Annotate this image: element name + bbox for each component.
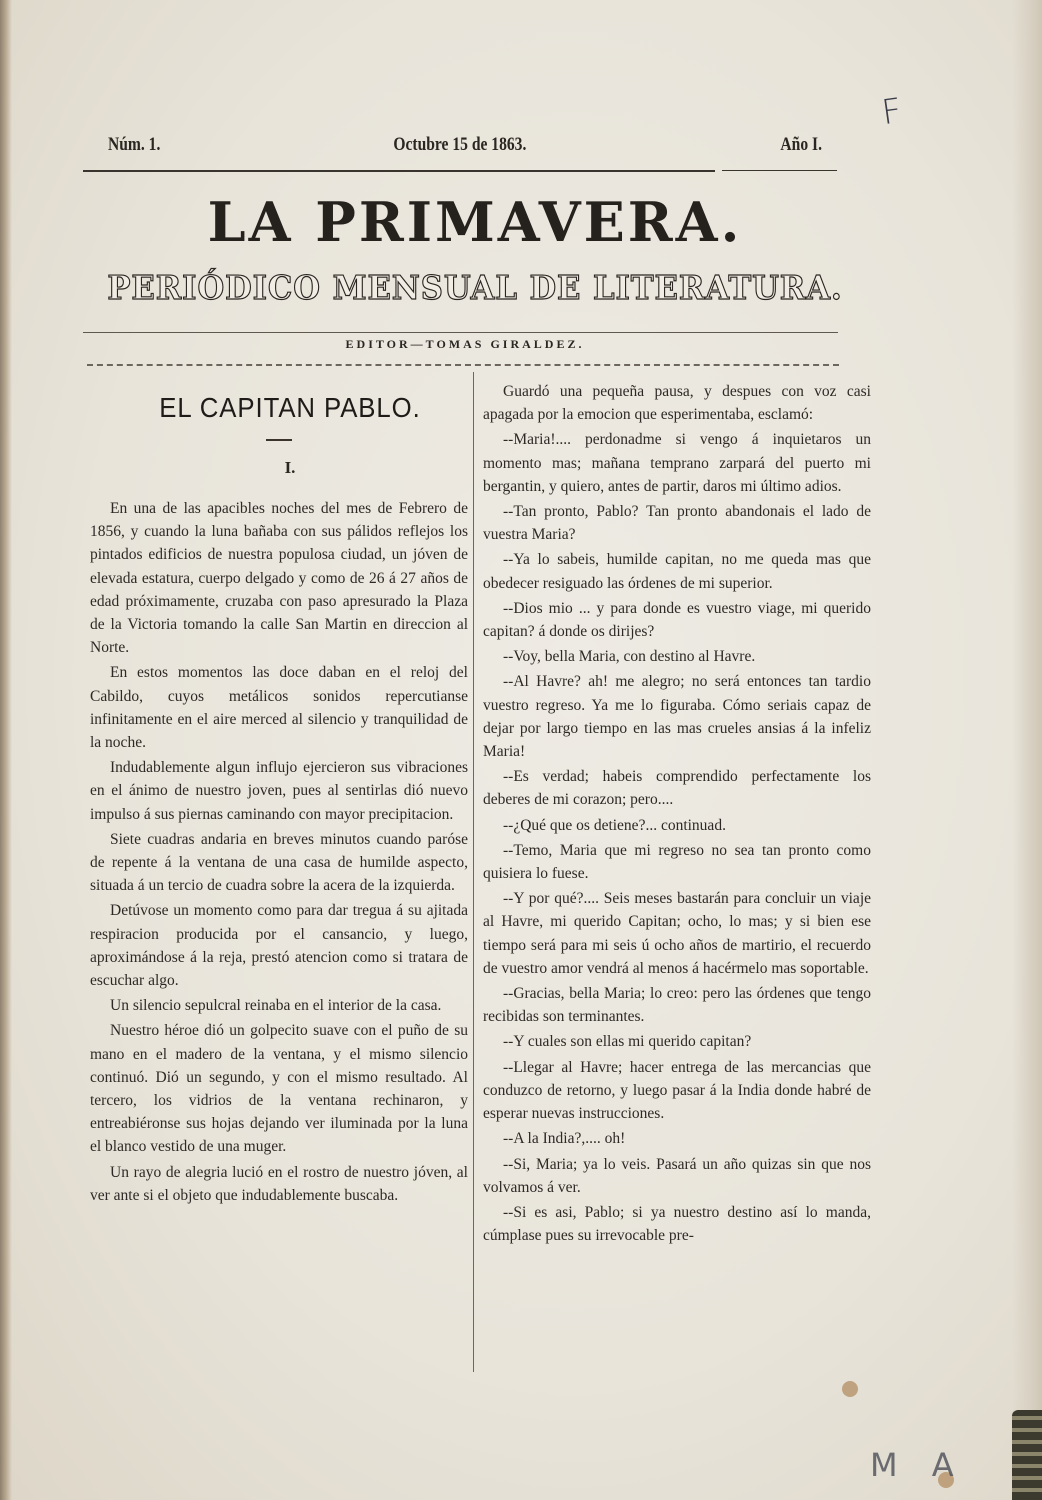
paper-stain xyxy=(842,1381,858,1397)
newspaper-title: LA PRIMAVERA. xyxy=(207,190,743,254)
handwritten-bottom-marks: M A xyxy=(870,1446,966,1484)
dialogue-line: --Y por qué?.... Seis meses bastarán para concluir un viaje al Havre, mi querido Capitan; ocho, lo mas; y si bien ese tiempo será para mi seis ú ocho años de martirio, el recuerdo de vuestro amor vendrá al menos á hacérmelo mas soportable. xyxy=(483,890,871,977)
dialogue-line: --Si es asi, Pablo; si ya nuestro destino así lo manda, cúmplase pues su irrevocable pre- xyxy=(483,1203,871,1245)
dialogue-line: --Voy, bella Maria, con destino al Havre. xyxy=(503,648,756,666)
dialogue-line: --Temo, Maria que mi regreso no sea tan pronto como quisiera lo fuese. xyxy=(483,841,871,883)
dialogue-line: --Dios mio ... y para donde es vuestro viage, mi querido capitan? á donde os dirijes? xyxy=(483,599,871,641)
column-divider xyxy=(473,372,474,1372)
handwritten-corner-mark: F xyxy=(879,90,905,134)
dialogue-line: --Y cuales son ellas mi querido capitan? xyxy=(503,1033,752,1051)
dialogue-line: --¿Qué que os detiene?... continuad. xyxy=(503,816,726,834)
masthead-top-rule xyxy=(83,170,715,172)
issue-date: Octubre 15 de 1863. xyxy=(393,134,527,155)
title-short-rule xyxy=(266,439,292,441)
paragraph: Detúvose un momento como para dar tregua á su ajitada respiracion producida por el cansancio, y luego, aproximándose á la reja, prestó atencion como si tratara de escuchar algo. xyxy=(90,902,468,990)
dialogue-line: --Ya lo sabeis, humilde capitan, no me queda mas que obedecer resiguado las órdenes de mi superior. xyxy=(483,551,871,592)
paragraph: Siete cuadras andaria en breves minutos cuando paróse de repente á la ventana de una casa de humilde aspecto, situada á un tercio de cuadra sobre la acera de la izquierda. xyxy=(90,830,468,895)
dialogue-line: --Gracias, bella Maria; lo creo: pero las órdenes que tengo recibidas son terminantes. xyxy=(483,985,871,1026)
paragraph: En una de las apacibles noches del mes de Febrero de 1856, y cuando la luna bañaba con sus pálidos reflejos los pintados edificios de nuestra populosa ciudad, un jóven de elevada estatura, cuerpo delgado y como de 26 á 27 años de edad próximamente, cruzaba con paso apresurado la Plaza de la Victoria tomando la calle San Martin en direccion al Norte. xyxy=(90,500,468,657)
paragraph: Un rayo de alegria lució en el rostro de nuestro jóven, al ver ante si el objeto que indudablemente buscaba. xyxy=(90,1163,468,1204)
dialogue-line: --Al Havre? ah! me alegro; no será entonces tan tardio vuestro regreso. Ya me lo figuraba. Cómo seriais capaz de dejar por largo tiempo en las mas crueles ansias á la infeliz Maria! xyxy=(483,673,871,761)
issue-number: Núm. 1. xyxy=(108,134,161,155)
editor-bottom-rule xyxy=(87,364,839,366)
dialogue-line: --Es verdad; habeis comprendido perfectamente los deberes de mi corazon; pero.... xyxy=(483,768,871,809)
paragraph: Guardó una pequeña pausa, y despues con voz casi apagada por la emocion que esperimentaba, esclamó: xyxy=(483,383,871,424)
masthead-meta-line xyxy=(108,134,822,164)
dialogue-line: --Maria!.... perdonadme si vengo á inquietaros un momento mas; mañana temprano zarpará del puerto mi bergantin, y quiero, antes de partir, daros mi último adios. xyxy=(483,431,871,495)
dialogue-line: --A la India?,.... oh! xyxy=(503,1130,626,1148)
masthead-top-rule-right xyxy=(722,170,837,171)
newspaper-subtitle: PERIÓDICO MENSUAL DE LITERATURA. xyxy=(107,268,843,307)
dialogue-line: --Si, Maria; ya lo veis. Pasará un año quizas sin que nos volvamos á ver. xyxy=(483,1155,871,1196)
dialogue-line: --Tan pronto, Pablo? Tan pronto abandonais el lado de vuestra Maria? xyxy=(483,503,871,544)
right-column xyxy=(483,380,871,1249)
paragraph: Un silencio sepulcral reinaba en el interior de la casa. xyxy=(110,997,442,1015)
issue-year: Año I. xyxy=(780,134,822,155)
page-right-edge xyxy=(1012,0,1042,1500)
chapter-number: I. xyxy=(284,458,296,477)
paragraph: Indudablemente algun influjo ejercieron sus vibraciones en el ánimo de nuestro joven, pues al sentirlas dió nuevo impulso á sus piernas caminando con mayor precipitacion. xyxy=(90,759,468,823)
story-title: EL CAPITAN PABLO. xyxy=(159,392,421,423)
dialogue-line: --Llegar al Havre; hacer entrega de las mercancias que conduzco de retorno, y luego pasar á la India donde habré de esperar nuevas instrucciones. xyxy=(483,1058,871,1123)
paragraph: En estos momentos las doce daban en el reloj del Cabildo, cuyos metálicos sonidos repercutianse infinitamente en el aire merced al silencio y tranquilidad de la noche. xyxy=(90,664,468,752)
binding-spiral xyxy=(1012,1410,1042,1500)
paragraph: Nuestro héroe dió un golpecito suave con el puño de su mano en el madero de la ventana, y el mismo silencio continuó. Dió un segundo, y con el mismo resultado. Al tercero, los vidrios de la ventana rechinaron, y entreabiéronse sus hojas dejando ver iluminada por la luna el blanco vestido de una muger. xyxy=(90,1022,468,1156)
editor-credit: EDITOR—TOMAS GIRALDEZ. xyxy=(345,337,585,351)
editor-top-rule xyxy=(83,332,838,333)
left-column xyxy=(90,497,468,1209)
